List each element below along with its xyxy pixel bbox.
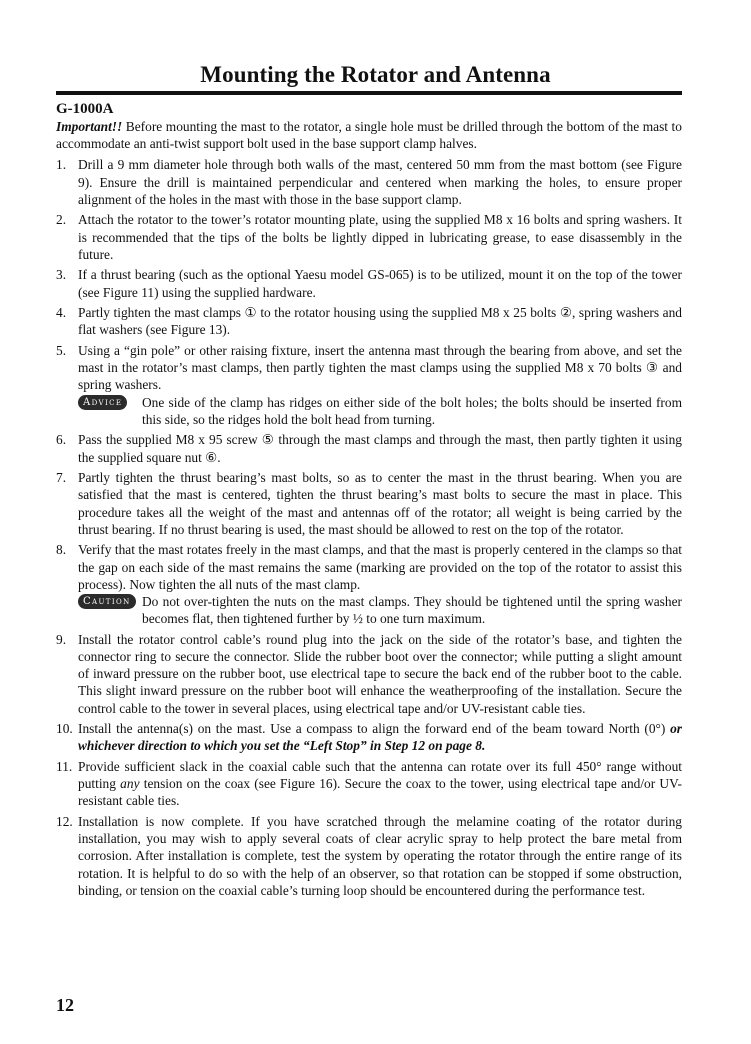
step-number: 1. [56,157,67,173]
step-4 [56,304,682,338]
step-text: If a thrust bearing (such as the optional Yaesu model GS-065) is to be utilized, mount it on the top of the tower (see Figure 11) using the supplied hardware. [78,267,682,300]
step-text: Drill a 9 mm diameter hole through both walls of the mast, centered 50 mm from the mast bottom (see Figure 9). Ensure the drill is maintained perpendicular and centered when marking the holes, to ensure proper alignment of the holes in the mast with those in the base support clamp. [78,157,682,207]
step-10 [56,720,682,754]
intro-paragraph [56,118,682,152]
step-text-continued: tension on the coax (see Figure 16). Secure the coax to the tower, using electrical tape and/or UV-resistant cable ties. [78,776,682,809]
step-text: Partly tighten the mast clamps ① to the rotator housing using the supplied M8 x 25 bolts ②, spring washers and flat washers (see Figure 13). [78,305,682,338]
caution-text: Do not over-tighten the nuts on the mast clamps. They should be tightened until the spring washer becomes flat, then tightened further by ½ to one turn maximum. [142,594,682,627]
step-number: 12. [56,814,73,830]
step-2 [56,211,682,263]
page-number: 12 [56,995,74,1015]
content-body [56,118,682,902]
step-3 [56,266,682,300]
advice-text: One side of the clamp has ridges on either side of the bolt holes; the bolts should be inserted from this side, so the ridges hold the bolt head from turning. [142,394,682,427]
step-number: 2. [56,212,67,228]
caution-note [78,593,682,627]
step-text: Using a “gin pole” or other raising fixture, insert the antenna mast through the bearing from above, and set the mast in the rotator’s mast clamps, then partly tighten the mast clamps using the supplied M8 x 70 bolts ③ and spring washers. [78,343,682,393]
step-text: Provide sufficient slack in the coaxial cable such that the antenna can rotate over its full 450° range without putting [78,759,682,792]
step-text: Install the antenna(s) on the mast. Use a compass to align the forward end of the beam toward North (0°) [78,721,666,737]
step-8 [56,541,682,627]
step-number: 10. [56,721,73,737]
step-11 [56,758,682,810]
step-number: 3. [56,267,67,283]
step-number: 4. [56,305,67,321]
step-number: 11. [56,759,73,775]
step-text: Installation is now complete. If you have scratched through the melamine coating of the rotator during installation, you may wish to apply several coats of clear acrylic spray to help protect the bare metal from corrosion. After installation is complete, test the system by operating the rotator through the entire range of its rotation. It is helpful to do so with the help of an observer, so that rotation can be stopped if some obstruction, binding, or tension on the coaxial cable’s turning loop should be encountered during the performance test. [78,814,682,898]
step-9 [56,631,682,717]
step-number: 7. [56,470,67,486]
step-text: Pass the supplied M8 x 95 screw ⑤ through the mast clamps and through the mast, then partly tighten it using the supplied square nut ⑥. [78,432,682,465]
steps-list [56,156,682,899]
page-title: Mounting the Rotator and Antenna [200,62,551,87]
step-12 [56,813,682,899]
step-emphasis: or whichever direction to which you set the “Left Stop” in Step 12 on page 8. [78,721,682,754]
step-italic-word: any [120,776,140,792]
caution-badge: Caution [78,594,136,609]
advice-note [78,394,682,428]
step-text: Partly tighten the thrust bearing’s mast bolts, so as to center the mast in the thrust bearing. When you are satisfied that the mast is centered, tighten the thrust bearing’s mast bolts to secure the mast in place. This procedure takes all the weight of the mast and antennas off of the rotator; all weight is being carried by the thrust bearing. If no thrust bearing is used, the mast should be allowed to rest on the top of the rotator. [78,470,682,537]
step-1 [56,156,682,208]
step-6 [56,431,682,465]
model-heading: G-1000A [56,101,114,117]
step-text: Install the rotator control cable’s round plug into the jack on the side of the rotator’s base, and tighten the connector ring to secure the connector. Slide the rubber boot over the connector; while putting a slight amount of inward pressure on the rubber boot, use electrical tape to secure the back end of the rubber boot to the cable. This slight inward pressure on the rubber boot will enhance the weatherproofing of the installation. Secure the control cable to the tower in several places, using electrical tape and/or UV-resistant cable ties. [78,631,682,716]
important-label: Important!! [56,119,123,134]
intro-text: Before mounting the mast to the rotator, a single hole must be drilled through the bottom of the mast to accommodate an anti-twist support bolt used in the base support clamp halves. [56,119,682,152]
step-7 [56,469,682,538]
step-number: 6. [56,432,67,448]
step-5 [56,342,682,428]
step-text: Attach the rotator to the tower’s rotator mounting plate, using the supplied M8 x 16 bolts and spring washers. It is recommended that the tips of the bolts be lightly dipped in lubricating grease, to ease disassembly in the future. [78,212,682,262]
step-number: 9. [56,631,67,647]
step-text: Verify that the mast rotates freely in the mast clamps, and that the mast is properly centered in the clamps so that the gap on each side of the mast remains the same (marking are provided on the top of the rotator to assist this process). Now tighten the all nuts of the mast clamp. [78,542,682,592]
step-number: 5. [56,343,67,358]
step-number: 8. [56,542,67,558]
advice-badge: Advice [78,395,127,410]
title-rule [56,91,682,95]
